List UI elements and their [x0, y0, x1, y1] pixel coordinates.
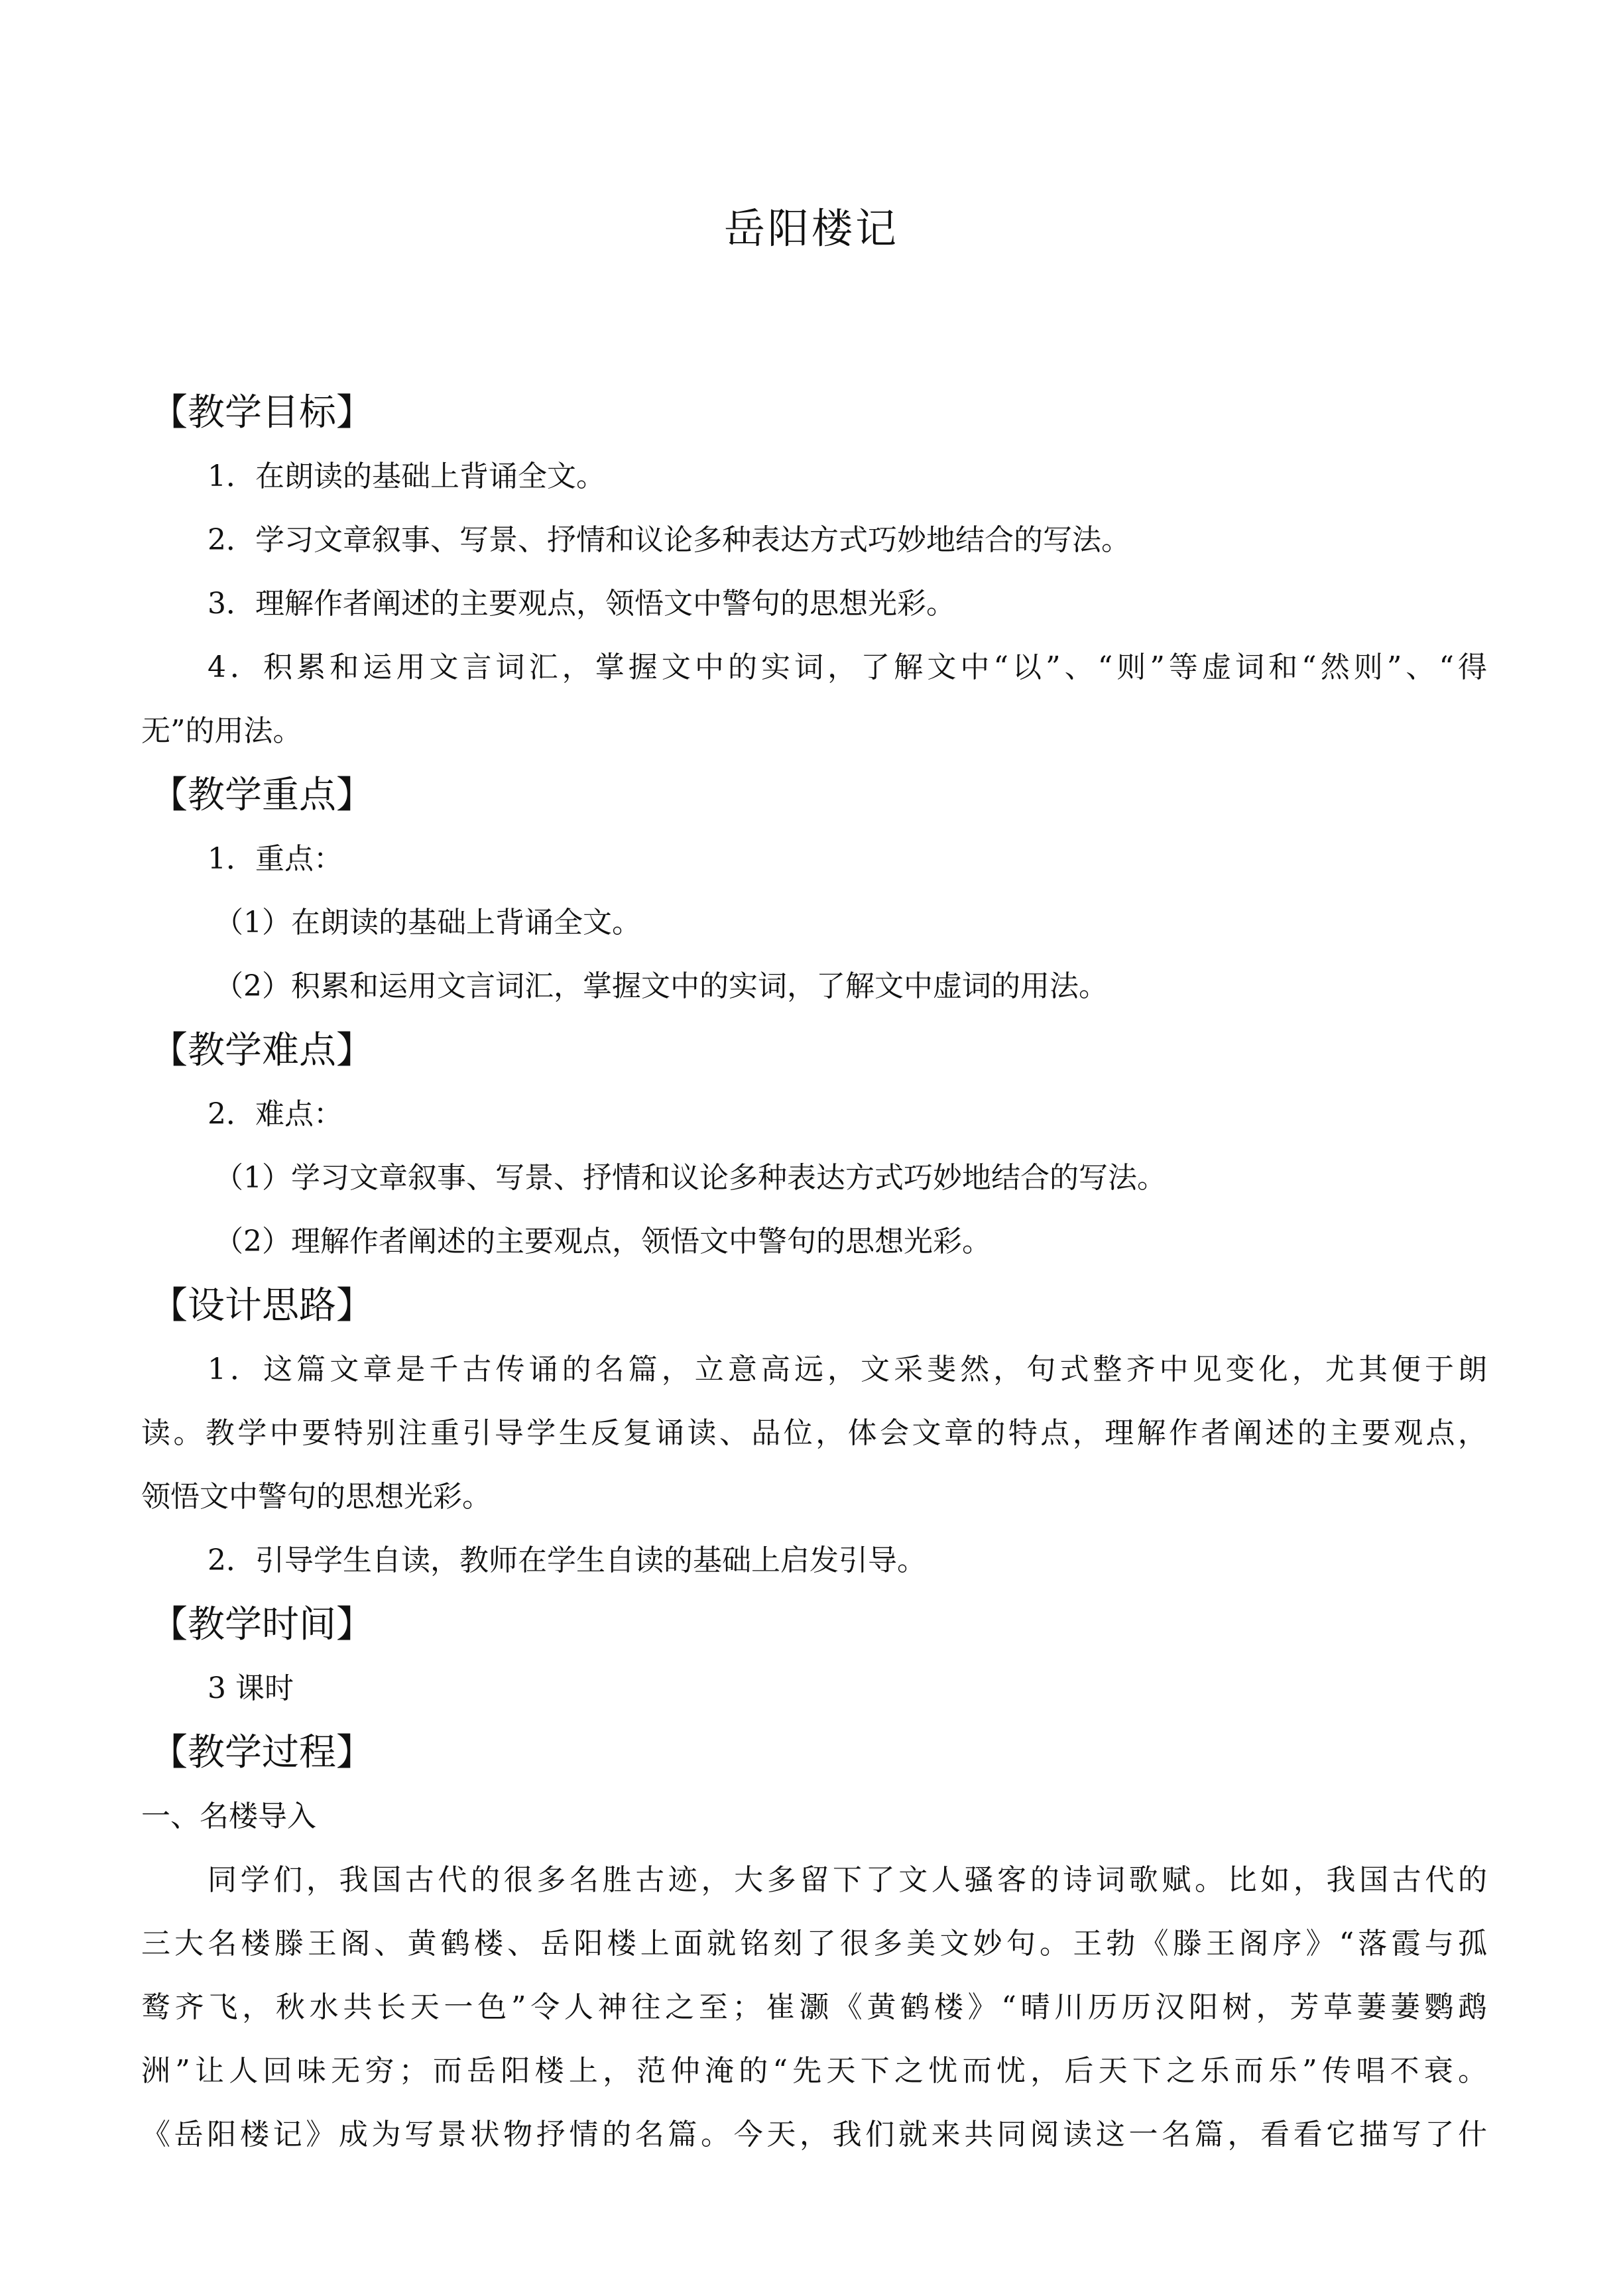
teaching-time-value: 3 课时	[208, 1671, 294, 1705]
process-paragraph-line: 三大名楼滕王阁、黄鹤楼、岳阳楼上面就铭刻了很多美文妙句。王勃《滕王阁序》“落霞与孤	[141, 1927, 1487, 1961]
document-title: 岳阳楼记	[723, 204, 899, 253]
key-points-label: 1．重点：	[208, 842, 343, 876]
design-paragraph-line: 1．这篇文章是千古传诵的名篇，立意高远，文采斐然，句式整齐中见变化，尤其便于朗	[208, 1353, 1487, 1386]
goal-item-continuation: 无”的用法。	[141, 714, 302, 748]
goal-item: 1．在朗读的基础上背诵全文。	[208, 459, 605, 493]
goal-item: 3．理解作者阐述的主要观点，领悟文中警句的思想光彩。	[208, 587, 955, 621]
document-body	[141, 381, 1487, 2167]
key-point-item: （1）在朗读的基础上背诵全文。	[214, 906, 641, 939]
difficulty-item: （1）学习文章叙事、写景、抒情和议论多种表达方式巧妙地结合的写法。	[214, 1161, 1166, 1195]
process-paragraph-line: 《岳阳楼记》成为写景状物抒情的名篇。今天，我们就来共同阅读这一名篇，看看它描写了什	[141, 2118, 1487, 2151]
section-heading-key-points: 【教学重点】	[150, 774, 373, 817]
process-step-title: 一、名楼导入	[141, 1799, 316, 1833]
goal-item: 2．学习文章叙事、写景、抒情和议论多种表达方式巧妙地结合的写法。	[208, 523, 1130, 557]
design-paragraph-2: 2．引导学生自读，教师在学生自读的基础上启发引导。	[208, 1543, 926, 1577]
process-paragraph-line: 鹜齐飞，秋水共长天一色”令人神往之至；崔灏《黄鹤楼》“晴川历历汉阳树，芳草萋萋鹦鹉	[141, 1990, 1487, 2024]
section-heading-time: 【教学时间】	[150, 1603, 373, 1646]
section-heading-goals: 【教学目标】	[150, 391, 373, 434]
process-paragraph-line: 洲”让人回味无穷；而岳阳楼上，范仲淹的“先天下之忧而忧，后天下之乐而乐”传唱不衰。	[141, 2054, 1487, 2088]
section-heading-design: 【设计思路】	[150, 1284, 373, 1327]
key-point-item: （2）积累和运用文言词汇，掌握文中的实词，了解文中虚词的用法。	[214, 969, 1108, 1003]
difficulties-label: 2．难点：	[208, 1097, 343, 1131]
goal-item: 4．积累和运用文言词汇，掌握文中的实词，了解文中“以”、“则”等虚词和“然则”、“得	[208, 650, 1487, 684]
section-heading-process: 【教学过程】	[150, 1731, 373, 1774]
section-heading-difficulties: 【教学难点】	[150, 1029, 373, 1072]
difficulty-item: （2）理解作者阐述的主要观点，领悟文中警句的思想光彩。	[214, 1225, 991, 1258]
design-paragraph-line: 读。教学中要特别注重引导学生反复诵读、品位，体会文章的特点，理解作者阐述的主要观点，	[141, 1416, 1487, 1450]
design-paragraph-line: 领悟文中警句的思想光彩。	[141, 1480, 491, 1514]
process-paragraph-line: 同学们，我国古代的很多名胜古迹，大多留下了文人骚客的诗词歌赋。比如，我国古代的	[208, 1863, 1487, 1897]
